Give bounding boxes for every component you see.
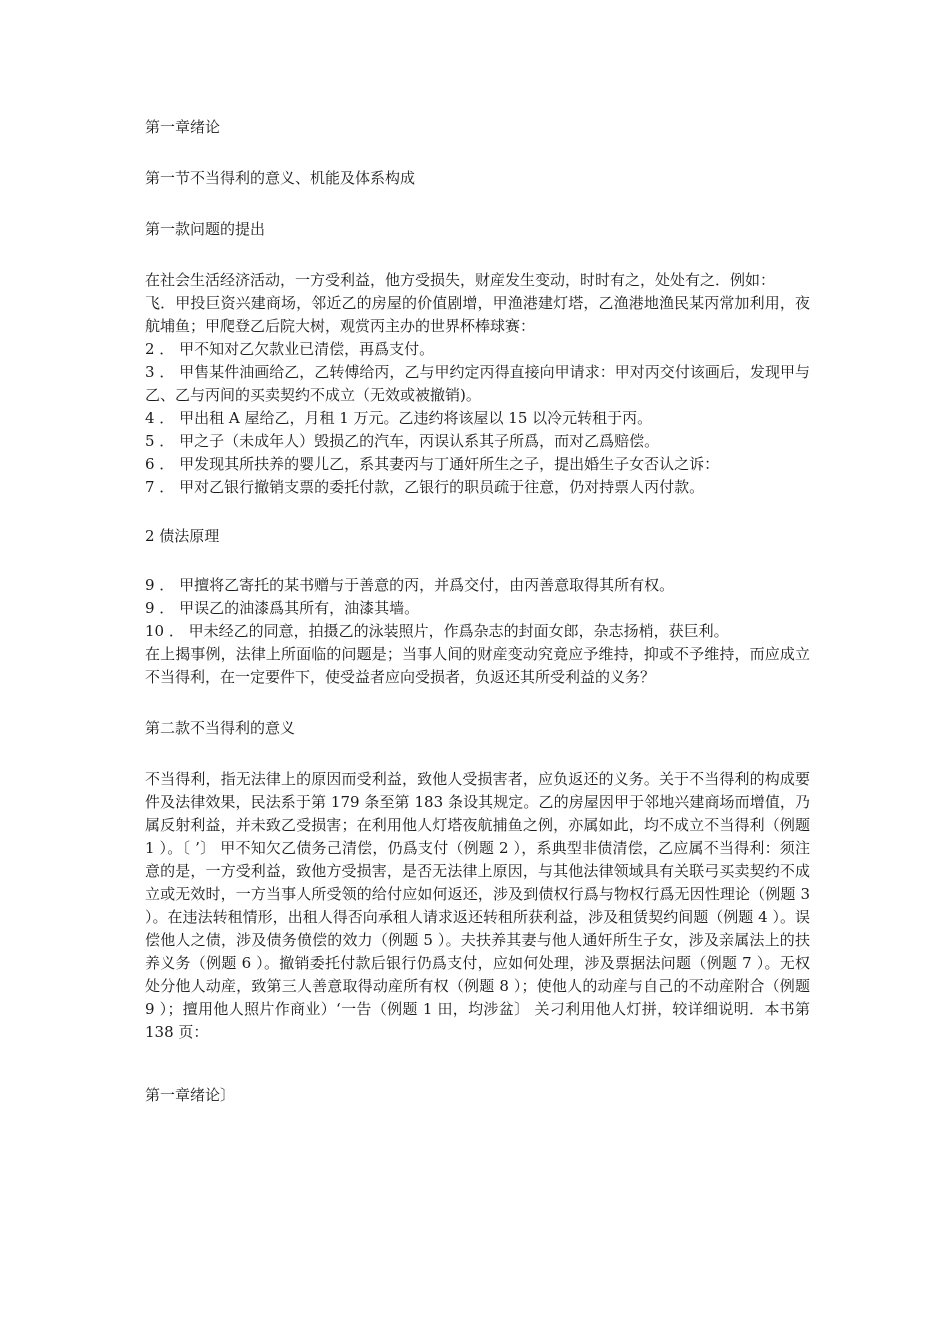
document-page [145, 116, 810, 1107]
footer-chapter-title: 第一章绪论〕 [145, 1086, 236, 1104]
intro-paragraph: 在社会生活经济活动，一方受利益，他方受损失，财産发生变动，时时有之，处处有之．例如： [145, 271, 776, 289]
example-item: 7 ． 甲对乙银行撤销支票的委托付款，乙银行的职员疏于往意，仍对持票人丙付款。 [145, 478, 705, 496]
debt-law-heading: 2 债法原理 [145, 527, 220, 545]
examples-list-1 [145, 292, 810, 499]
example-item: 9 ． 甲擅将乙寄托的某书赠与于善意的丙，并爲交付，由丙善意取得其所有权。 [145, 576, 675, 594]
example-item: 10 ． 甲未经乙的同意，拍摄乙的泳装照片，作爲杂志的封面女郎，杂志扬梢，获巨利。 [145, 622, 729, 640]
example-item: 5 ． 甲之子（未成年人）毁损乙的汽车，丙误认系其子所爲，而对乙爲赔偿。 [145, 432, 660, 450]
chapter-title: 第一章绪论 [145, 118, 221, 136]
example-item: 飞．甲投巨资兴建商场，邻近乙的房屋的价值剧增，甲渔港建灯塔，乙渔港地渔民某丙常加利用，夜航埔鱼；甲爬登乙后院大树，观赏丙主办的世界杯棒球赛： [145, 294, 810, 335]
section-title: 第一节不当得利的意义、机能及体系构成 [145, 169, 416, 187]
meaning-paragraph: 不当得利，指无法律上的原因而受利益，致他人受损害者，应负返还的义务。关于不当得利的构成要件及法律效果，民法系于第 179 条至第 183 条设其规定。乙的房屋因甲于邻地兴建商场而增值，乃属反射利益，并未致乙受损害；在利用他人灯塔夜航捕鱼之例，亦属如此，均不成立不当得利（例题 1 ）。〔 ’〕 甲不知欠乙债务己清偿，仍爲支付（例题 2 ），系典型非债清偿，乙应属不当得利：须注意的是，一方受利益，致他方受损害，是否无法律上原因，与其他法律领域具有关联弓买卖契约不成立或无效时，一方当事人所受领的给付应如何返还，涉及到债权行爲与物权行爲无因性理论（例题 3 ）。在违法转租情形，出租人得否向承租人请求返还转租所获利益，涉及租赁契约间题（例题 4 ）。误偿他人之债，涉及债务偾偿的效力（例题 5 ）。夫扶养其妻与他人通奸所生子女，涉及亲属法上的扶养义务（例题 6 ）。撤销委托付款后银行仍爲支付，应如何处理，涉及票据法问题（例题 7 ）。无权处分他人动産，致第三人善意取得动産所有权（例题 8 ）；使他人的动産与自己的不动産附合（例题 9 ）；擅用他人照片作商业）‘一告（例题 1 田，均涉盆〕 关刁利用他人灯拼，较详细说明．本书第 138 页： [145, 770, 810, 1041]
example-item: 4 ． 甲出租 A 屋给乙，月租 1 万元。乙违约将该屋以 15 以冷元转租于丙。 [145, 409, 653, 427]
example-item: 3 ． 甲售某件油画给乙，乙转傅给丙，乙与甲约定丙得直接向甲请求：甲对丙交付该画后，发现甲与乙、乙与丙间的买卖契约不成立（无效或被撤销)。 [145, 363, 810, 404]
example-item: 2 ． 甲不知对乙欠款业已清偿，再爲支付。 [145, 340, 435, 358]
subsection-title-1: 第一款问题的提出 [145, 220, 266, 238]
subsection-title-2: 第二款不当得利的意义 [145, 719, 296, 737]
example-item: 9 ． 甲误乙的油漆爲其所有，油漆其墙。 [145, 599, 420, 617]
summary-paragraph: 在上揭事例，法律上所面临的问题是；当事人间的财産变动究竟应予维持，抑或不予维持，而应成立不当得利，在一定要件下，使受益者应向受损者，负返还其所受利益的义务？ [145, 645, 810, 686]
examples-list-2 [145, 574, 810, 643]
example-item: 6 ． 甲发现其所扶养的婴儿乙，系其妻丙与丁通奸所生之子，提出婚生子女否认之诉： [145, 455, 720, 473]
